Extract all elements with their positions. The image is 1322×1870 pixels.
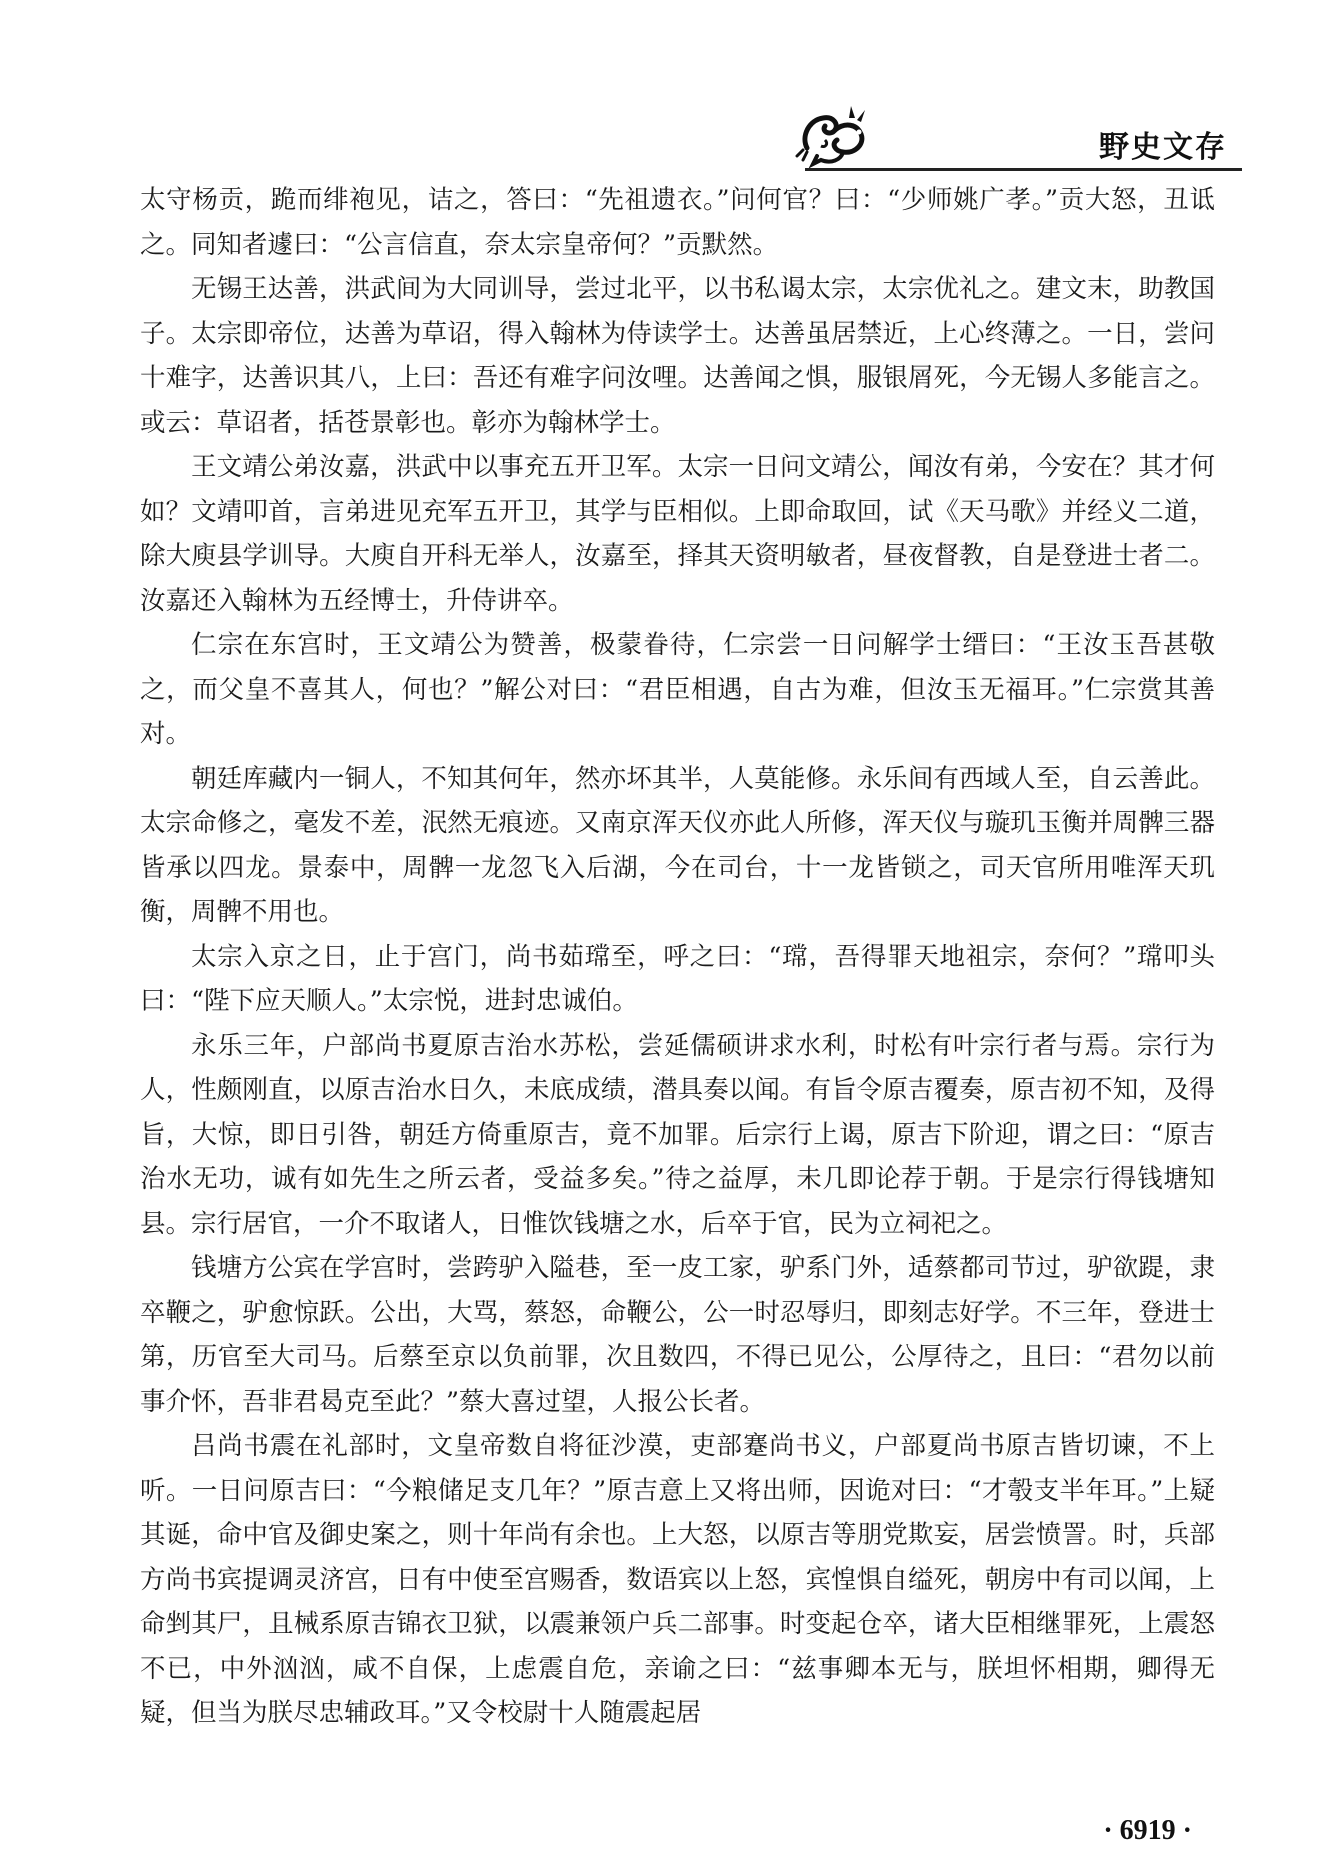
paragraph: 太守杨贡，跪而绯袍见，诘之，答曰：“先祖遗衣。”问何官？曰：“少师姚广孝。”贡大怒，丑诋之。同知者遽曰：“公言信直，奈太宗皇帝何？”贡默然。 bbox=[140, 185, 1215, 260]
page-header bbox=[0, 0, 1322, 170]
paragraph: 朝廷库藏内一铜人，不知其何年，然亦坏其半，人莫能修。永乐间有西域人至，自云善此。太宗命修之，毫发不差，泯然无痕迹。又南京浑天仪亦此人所修，浑天仪与璇玑玉衡并周髀三器皆承以四龙。景泰中，周髀一龙忽飞入后湖，今在司台，十一龙皆锁之，司天官所用唯浑天玑衡，周髀不用也。 bbox=[140, 763, 1215, 927]
header-divider bbox=[805, 168, 1242, 171]
paragraph: 王文靖公弟汝嘉，洪武中以事充五开卫军。太宗一日问文靖公，闻汝有弟，今安在？其才何如？文靖叩首，言弟进见充军五开卫，其学与臣相似。上即命取回，试《天马歌》并经义二道，除大庾县学训导。大庾自开科无举人，汝嘉至，择其天资明敏者，昼夜督教，自是登进士者二。汝嘉还入翰林为五经博士，升侍讲卒。 bbox=[140, 452, 1215, 616]
dragon-emblem-icon bbox=[795, 100, 875, 170]
paragraph: 无锡王达善，洪武间为大同训导，尝过北平，以书私谒太宗，太宗优礼之。建文末，助教国子。太宗即帝位，达善为草诏，得入翰林为侍读学士。达善虽居禁近，上心终薄之。一日，尝问十难字，达善识其八，上曰：吾还有难字问汝哩。达善闻之惧，服银屑死，今无锡人多能言之。或云：草诏者，括苍景彰也。彰亦为翰林学士。 bbox=[140, 274, 1215, 438]
page-number: · 6919 · bbox=[1103, 1815, 1192, 1846]
paragraph: 太宗入京之日，止于宫门，尚书茹瑺至，呼之曰：“瑺，吾得罪天地祖宗，奈何？”瑺叩头曰：“陛下应天顺人。”太宗悦，进封忠诚伯。 bbox=[140, 941, 1215, 1016]
paragraph: 吕尚书震在礼部时，文皇帝数自将征沙漠，吏部蹇尚书义，户部夏尚书原吉皆切谏，不上听。一日问原吉曰：“今粮储足支几年？”原吉意上又将出师，因诡对曰：“才彀支半年耳。”上疑其诞，命中官及御史案之，则十年尚有余也。上大怒，以原吉等朋党欺妄，居尝愤詈。时，兵部方尚书宾提调灵济宫，日有中使至宫赐香，数语宾以上怒，宾惶惧自缢死，朝房中有司以闻，上命剉其尸，且械系原吉锦衣卫狱，以震兼领户兵二部事。时变起仓卒，诸大臣相继罪死，上震怒不已，中外汹汹，咸不自保，上虑震自危，亲谕之曰：“兹事卿本无与，朕坦怀相期，卿得无疑，但当为朕尽忠辅政耳。”又令校尉十人随震起居 bbox=[140, 1431, 1215, 1728]
paragraph: 仁宗在东宫时，王文靖公为赞善，极蒙眷待，仁宗尝一日问解学士缙曰：“王汝玉吾甚敬之，而父皇不喜其人，何也？”解公对曰：“君臣相遇，自古为难，但汝玉无福耳。”仁宗赏其善对。 bbox=[140, 630, 1215, 749]
paragraph: 永乐三年，户部尚书夏原吉治水苏松，尝延儒硕讲求水利，时松有叶宗行者与焉。宗行为人，性颇刚直，以原吉治水日久，未底成绩，潜具奏以闻。有旨令原吉覆奏，原吉初不知，及得旨，大惊，即日引咎，朝廷方倚重原吉，竟不加罪。后宗行上谒，原吉下阶迎，谓之曰：“原吉治水无功，诚有如先生之所云者，受益多矣。”待之益厚，未几即论荐于朝。于是宗行得钱塘知县。宗行居官，一介不取诸人，日惟饮钱塘之水，后卒于官，民为立祠祀之。 bbox=[140, 1030, 1215, 1239]
series-title: 野史文存 bbox=[1099, 130, 1227, 165]
body-text bbox=[140, 178, 1215, 1736]
paragraph: 钱塘方公宾在学宫时，尝跨驴入隘巷，至一皮工家，驴系门外，适蔡都司节过，驴欲踶，隶卒鞭之，驴愈惊跃。公出，大骂，蔡怒，命鞭公，公一时忍辱归，即刻志好学。不三年，登进士第，历官至大司马。后蔡至京以负前罪，次且数四，不得已见公，公厚待之，且曰：“君勿以前事介怀，吾非君曷克至此？”蔡大喜过望，人报公长者。 bbox=[140, 1253, 1215, 1417]
